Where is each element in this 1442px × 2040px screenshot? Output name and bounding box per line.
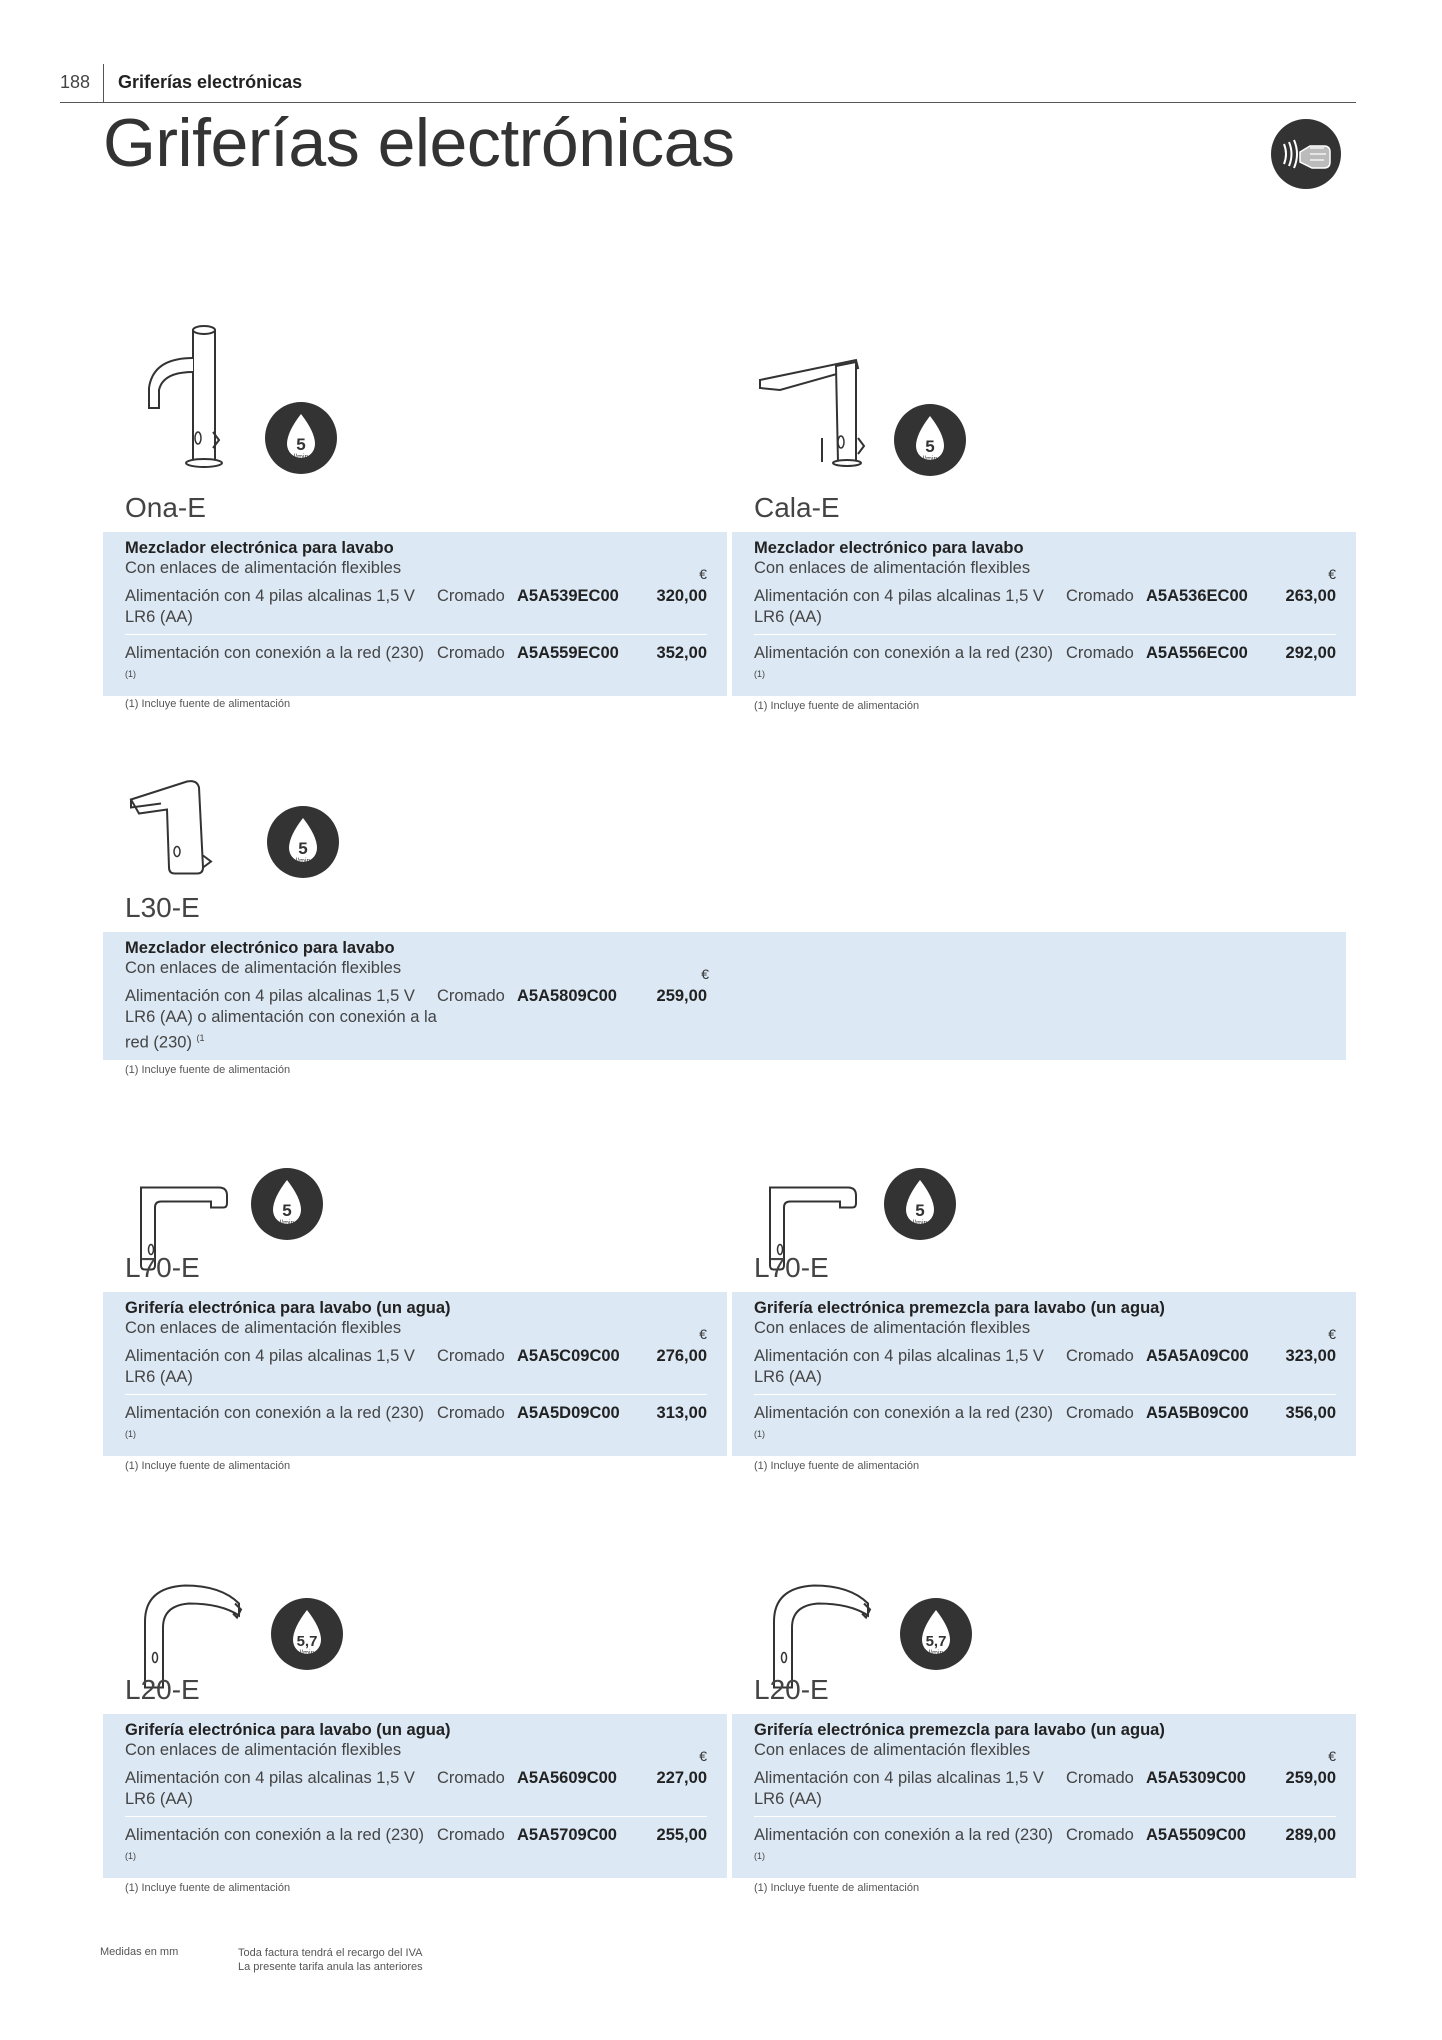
flow-value: 5 <box>925 437 935 456</box>
row-finish: Cromado <box>1066 1404 1134 1422</box>
faucet-cala-e-illustration <box>752 320 892 475</box>
row-reference: A5A5309C00 <box>1146 1769 1246 1787</box>
row-price: 227,00 <box>656 1769 707 1787</box>
row-reference: A5A5C09C00 <box>517 1347 620 1365</box>
row-finish: Cromado <box>437 1826 505 1844</box>
row-price: 259,00 <box>1285 1769 1336 1787</box>
flow-unit: l/min <box>299 1650 315 1657</box>
product-panel <box>732 1292 1356 1456</box>
table-row <box>125 978 709 1060</box>
currency-symbol: € <box>699 1326 707 1342</box>
page-title: Griferías electrónicas <box>103 105 735 181</box>
product-subtitle: Con enlaces de alimentación flexibles € <box>125 959 709 982</box>
product-name: L70-E <box>754 1252 829 1283</box>
row-price: 259,00 <box>656 987 707 1005</box>
product-subtitle: Con enlaces de alimentación flexibles € <box>125 559 707 582</box>
flow-unit: l/min <box>293 454 309 461</box>
row-reference: A5A536EC00 <box>1146 587 1248 605</box>
footer-line-2: La presente tarifa anula las anteriores <box>238 1961 423 1973</box>
row-reference: A5A539EC00 <box>517 587 619 605</box>
footnote: (1) Incluye fuente de alimentación <box>754 1460 920 1472</box>
table-row <box>125 1816 707 1878</box>
row-price: 263,00 <box>1285 587 1336 605</box>
footer-units: Medidas en mm <box>100 1946 179 1958</box>
currency-symbol: € <box>699 566 707 582</box>
row-price: 276,00 <box>656 1347 707 1365</box>
row-reference: A5A5709C00 <box>517 1826 617 1844</box>
product-name: L20-E <box>754 1674 829 1705</box>
footer-legal <box>238 1946 423 1974</box>
product-panel <box>103 1714 727 1878</box>
currency-symbol: € <box>699 1748 707 1764</box>
row-reference: A5A5609C00 <box>517 1769 617 1787</box>
flow-unit: l/min <box>922 456 938 463</box>
flow-value: 5,7 <box>296 1633 318 1650</box>
currency-symbol: € <box>1328 566 1336 582</box>
row-description: Alimentación con 4 pilas alcalinas 1,5 V LR6 (AA) <box>754 1347 1044 1386</box>
table-row <box>754 578 1336 634</box>
water-drop-flow-icon <box>265 804 341 880</box>
product-subtitle: Con enlaces de alimentación flexibles € <box>125 1741 707 1764</box>
faucet-ona-e-illustration <box>123 320 263 475</box>
row-finish: Cromado <box>1066 644 1134 662</box>
product-panel <box>103 532 727 696</box>
water-drop-flow-icon <box>249 1166 325 1242</box>
product-name: L20-E <box>125 1674 200 1705</box>
row-reference: A5A5D09C00 <box>517 1404 620 1422</box>
currency-symbol: € <box>1328 1326 1336 1342</box>
row-description: Alimentación con conexión a la red (230) $^{(1)}$ <box>125 1826 425 1861</box>
row-description: Alimentación con 4 pilas alcalinas 1,5 V LR6 (AA) <box>125 1769 415 1808</box>
product-name: L30-E <box>125 892 200 923</box>
row-finish: Cromado <box>437 1769 505 1787</box>
table-row <box>125 1394 707 1456</box>
row-description: Alimentación con 4 pilas alcalinas 1,5 V LR6 (AA) <box>125 1347 415 1386</box>
table-row <box>125 1338 707 1394</box>
row-finish: Cromado <box>1066 1769 1134 1787</box>
product-title: Grifería electrónica para lavabo (un agua) <box>125 1721 451 1739</box>
footnote: (1) Incluye fuente de alimentación <box>754 1882 920 1894</box>
row-description: Alimentación con 4 pilas alcalinas 1,5 V LR6 (AA) <box>754 587 1044 626</box>
row-reference: A5A5509C00 <box>1146 1826 1246 1844</box>
row-finish: Cromado <box>1066 587 1134 605</box>
flow-value: 5 <box>915 1201 925 1220</box>
row-price: 313,00 <box>656 1404 707 1422</box>
flow-value: 5,7 <box>925 1633 947 1650</box>
currency-symbol: € <box>701 966 709 982</box>
row-finish: Cromado <box>1066 1347 1134 1365</box>
flow-unit: l/min <box>912 1220 928 1227</box>
flow-unit: l/min <box>279 1220 295 1227</box>
row-finish: Cromado <box>437 644 505 662</box>
row-finish: Cromado <box>1066 1826 1134 1844</box>
row-reference: A5A5B09C00 <box>1146 1404 1249 1422</box>
header-rule <box>60 102 1356 103</box>
row-reference: A5A5809C00 <box>517 987 617 1005</box>
row-price: 356,00 <box>1285 1404 1336 1422</box>
row-reference: A5A556EC00 <box>1146 644 1248 662</box>
row-description: Alimentación con conexión a la red (230) $^{(1)}$ <box>754 1404 1054 1439</box>
row-description: Alimentación con conexión a la red (230) $^{(1)}$ <box>125 1404 425 1439</box>
product-title: Mezclador electrónico para lavabo <box>125 939 395 957</box>
row-description: Alimentación con 4 pilas alcalinas 1,5 V LR6 (AA) <box>125 587 415 626</box>
product-name: Cala-E <box>754 492 840 523</box>
row-finish: Cromado <box>437 987 505 1005</box>
table-row <box>125 1760 707 1816</box>
row-price: 292,00 <box>1285 644 1336 662</box>
table-row <box>125 578 707 634</box>
product-name: Ona-E <box>125 492 206 523</box>
product-title: Grifería electrónica premezcla para lavabo (un agua) <box>754 1299 1165 1317</box>
footnote: (1) Incluye fuente de alimentación <box>125 698 291 710</box>
product-subtitle: Con enlaces de alimentación flexibles € <box>754 559 1336 582</box>
water-drop-flow-icon <box>269 1596 345 1672</box>
product-panel <box>732 1714 1356 1878</box>
table-row <box>754 634 1336 696</box>
row-reference: A5A5A09C00 <box>1146 1347 1249 1365</box>
page-number: 188 <box>60 72 91 92</box>
product-title: Grifería electrónica premezcla para lavabo (un agua) <box>754 1721 1165 1739</box>
table-row <box>754 1394 1336 1456</box>
flow-value: 5 <box>296 435 306 454</box>
row-price: 320,00 <box>656 587 707 605</box>
water-drop-flow-icon <box>882 1166 958 1242</box>
faucet-l30-e-illustration <box>123 752 263 907</box>
product-name: L70-E <box>125 1252 200 1283</box>
header-separator <box>103 64 104 102</box>
row-price: 289,00 <box>1285 1826 1336 1844</box>
product-title: Mezclador electrónico para lavabo <box>754 539 1024 557</box>
product-subtitle: Con enlaces de alimentación flexibles € <box>754 1741 1336 1764</box>
footnote: (1) Incluye fuente de alimentación <box>754 700 920 712</box>
table-row <box>125 634 707 696</box>
product-title: Grifería electrónica para lavabo (un agua) <box>125 1299 451 1317</box>
row-finish: Cromado <box>437 587 505 605</box>
row-reference: A5A559EC00 <box>517 644 619 662</box>
table-row <box>754 1338 1336 1394</box>
running-title: Griferías electrónicas <box>118 72 303 92</box>
row-finish: Cromado <box>437 1404 505 1422</box>
footer-line-1: Toda factura tendrá el recargo del IVA <box>238 1947 423 1959</box>
flow-value: 5 <box>298 839 308 858</box>
footnote: (1) Incluye fuente de alimentación <box>125 1064 291 1076</box>
table-row <box>754 1816 1336 1878</box>
product-panel <box>732 532 1356 696</box>
water-drop-flow-icon <box>892 402 968 478</box>
table-row <box>754 1760 1336 1816</box>
flow-unit: l/min <box>295 858 311 865</box>
currency-symbol: € <box>1328 1748 1336 1764</box>
product-subtitle: Con enlaces de alimentación flexibles € <box>754 1319 1336 1342</box>
water-drop-flow-icon <box>263 400 339 476</box>
row-description: Alimentación con conexión a la red (230) $^{(1)}$ <box>754 644 1054 679</box>
water-drop-flow-icon <box>898 1596 974 1672</box>
row-price: 255,00 <box>656 1826 707 1844</box>
row-price: 352,00 <box>656 644 707 662</box>
hand-sensor-icon <box>1270 118 1342 190</box>
footnote: (1) Incluye fuente de alimentación <box>125 1460 291 1472</box>
row-price: 323,00 <box>1285 1347 1336 1365</box>
product-subtitle: Con enlaces de alimentación flexibles € <box>125 1319 707 1342</box>
product-panel <box>103 932 1346 1060</box>
row-description: Alimentación con 4 pilas alcalinas 1,5 V LR6 (AA) o alimentación con conexión a la red (230) $^{(1}$ <box>125 987 437 1052</box>
row-description: Alimentación con conexión a la red (230) $^{(1)}$ <box>125 644 425 679</box>
flow-value: 5 <box>282 1201 292 1220</box>
row-finish: Cromado <box>437 1347 505 1365</box>
product-panel <box>103 1292 727 1456</box>
footnote: (1) Incluye fuente de alimentación <box>125 1882 291 1894</box>
row-description: Alimentación con conexión a la red (230) $^{(1)}$ <box>754 1826 1054 1861</box>
product-title: Mezclador electrónica para lavabo <box>125 539 394 557</box>
row-description: Alimentación con 4 pilas alcalinas 1,5 V LR6 (AA) <box>754 1769 1044 1808</box>
flow-unit: l/min <box>928 1650 944 1657</box>
